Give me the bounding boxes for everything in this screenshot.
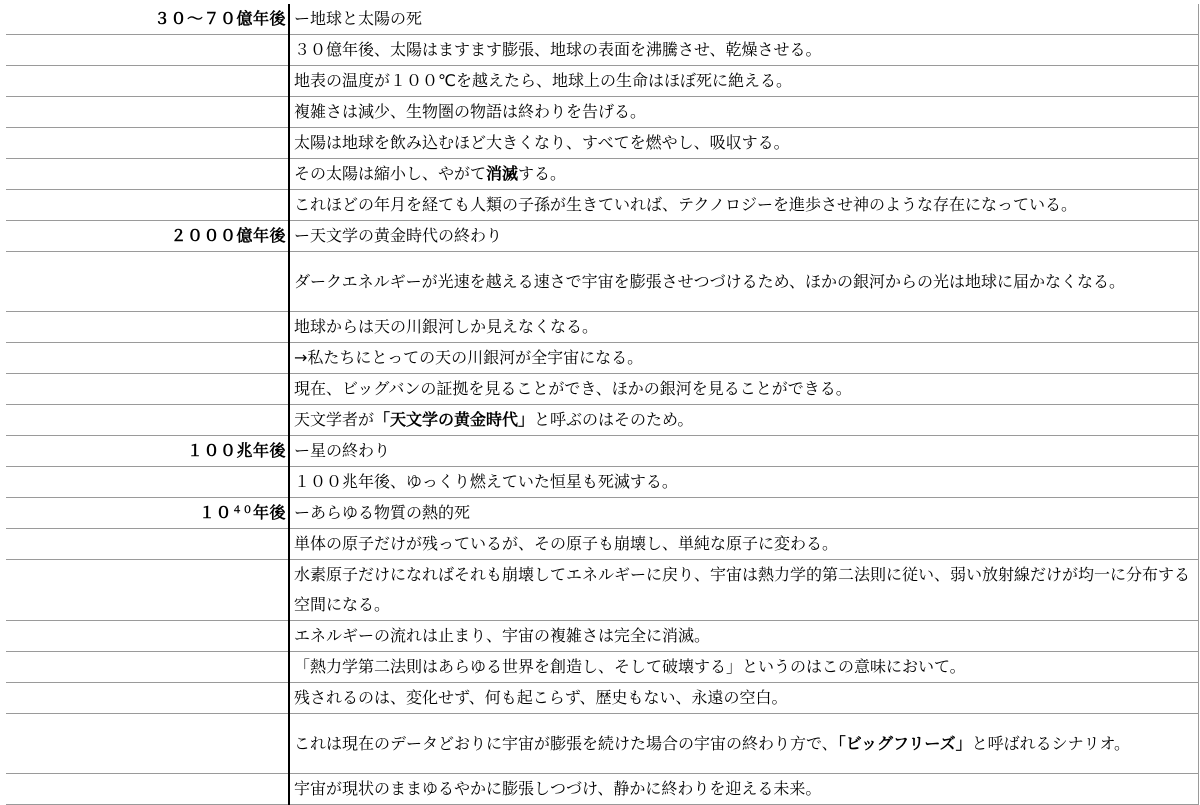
time-cell[interactable] — [6, 714, 289, 774]
description-cell[interactable] — [289, 714, 1198, 774]
description-cell[interactable]: 水素原子だけになればそれも崩壊してエネルギーに戻り、宇宙は熱力学的第二法則に従い、弱い放射線だけが均一に分布する空間になる。 — [289, 560, 1198, 621]
time-cell[interactable] — [6, 66, 289, 97]
time-cell[interactable] — [6, 683, 289, 714]
table-row — [6, 374, 1198, 405]
time-exponent: ４０ — [231, 504, 253, 516]
description-cell[interactable]: 地球からは天の川銀河しか見えなくなる。 — [289, 312, 1198, 343]
time-cell[interactable] — [6, 159, 289, 190]
time-cell[interactable] — [6, 405, 289, 436]
description-cell[interactable] — [289, 405, 1198, 436]
table-row — [6, 159, 1198, 190]
time-cell[interactable] — [6, 560, 289, 621]
table-row — [6, 66, 1198, 97]
description-cell[interactable]: 「熱力学第二法則はあらゆる世界を創造し、そして破壊する」というのはこの意味において。 — [289, 652, 1198, 683]
table-row — [6, 683, 1198, 714]
time-cell[interactable] — [6, 621, 289, 652]
description-cell[interactable]: →私たちにとっての天の川銀河が全宇宙になる。 — [289, 343, 1198, 374]
description-cell[interactable]: ダークエネルギーが光速を越える速さで宇宙を膨張させつづけるため、ほかの銀河からの光は地球に届かなくなる。 — [289, 252, 1198, 312]
time-cell[interactable] — [6, 35, 289, 66]
description-cell[interactable]: エネルギーの流れは止まり、宇宙の複雑さは完全に消滅。 — [289, 621, 1198, 652]
table-row — [6, 621, 1198, 652]
description-cell[interactable]: これほどの年月を経ても人類の子孫が生きていれば、テクノロジーを進歩させ神のような存在になっている。 — [289, 190, 1198, 221]
timeline-table — [6, 4, 1199, 805]
table-row — [6, 35, 1198, 66]
bold-text-run: 消滅 — [486, 164, 519, 183]
table-row — [6, 190, 1198, 221]
description-cell[interactable]: 宇宙が現状のままゆるやかに膨張しつづけ、静かに終わりを迎える未来。 — [289, 774, 1198, 805]
time-suffix: 年後 — [252, 503, 286, 522]
table-row — [6, 312, 1198, 343]
table-row — [6, 4, 1198, 35]
description-cell[interactable]: 複雑さは減少、生物圏の物語は終わりを告げる。 — [289, 97, 1198, 128]
description-cell[interactable]: 太陽は地球を飲み込むほど大きくなり、すべてを燃やし、吸収する。 — [289, 128, 1198, 159]
description-cell[interactable]: 残されるのは、変化せず、何も起こらず、歴史もない、永遠の空白。 — [289, 683, 1198, 714]
table-row — [6, 529, 1198, 560]
time-cell[interactable] — [6, 652, 289, 683]
table-row — [6, 221, 1198, 252]
description-cell[interactable]: ３０億年後、太陽はますます膨張、地球の表面を沸騰させ、乾燥させる。 — [289, 35, 1198, 66]
time-cell[interactable]: ２０００億年後 — [6, 221, 289, 252]
time-cell[interactable] — [6, 312, 289, 343]
description-cell[interactable]: ー星の終わり — [289, 436, 1198, 467]
bold-text-run: 「天文学の黄金時代」 — [374, 410, 535, 429]
time-cell[interactable]: ３０～７０億年後 — [6, 4, 289, 35]
description-cell[interactable]: 地表の温度が１００℃を越えたら、地球上の生命はほぼ死に絶える。 — [289, 66, 1198, 97]
table-row — [6, 714, 1198, 774]
time-cell[interactable] — [6, 97, 289, 128]
text-run: その太陽は縮小し、やがて — [294, 164, 487, 183]
time-cell[interactable] — [6, 128, 289, 159]
description-cell[interactable]: 単体の原子だけが残っているが、その原子も崩壊し、単純な原子に変わる。 — [289, 529, 1198, 560]
text-run: これは現在のデータどおりに宇宙が膨張を続けた場合の宇宙の終わり方で、 — [294, 733, 838, 753]
table-row — [6, 97, 1198, 128]
time-cell[interactable] — [6, 190, 289, 221]
table-row — [6, 128, 1198, 159]
time-cell[interactable] — [6, 467, 289, 498]
description-cell[interactable]: 現在、ビッグバンの証拠を見ることができ、ほかの銀河を見ることができる。 — [289, 374, 1198, 405]
table-row — [6, 436, 1198, 467]
table-row — [6, 560, 1198, 621]
time-cell[interactable] — [6, 498, 289, 529]
table-row — [6, 252, 1198, 312]
time-cell[interactable] — [6, 374, 289, 405]
description-cell[interactable]: ーあらゆる物質の熱的死 — [289, 498, 1198, 529]
table-row — [6, 467, 1198, 498]
description-cell[interactable]: １００兆年後、ゆっくり燃えていた恒星も死滅する。 — [289, 467, 1198, 498]
table-row — [6, 652, 1198, 683]
bold-text-run: 「ビッグフリーズ」 — [837, 733, 972, 753]
time-cell[interactable] — [6, 343, 289, 374]
text-run: と呼ばれるシナリオ。 — [971, 733, 1131, 753]
time-cell[interactable] — [6, 252, 289, 312]
time-cell[interactable] — [6, 529, 289, 560]
table-row — [6, 343, 1198, 374]
table-row — [6, 405, 1198, 436]
text-run: する。 — [518, 164, 567, 183]
description-cell[interactable]: ー天文学の黄金時代の終わり — [289, 221, 1198, 252]
time-base: １０ — [198, 503, 232, 522]
description-cell[interactable] — [289, 159, 1198, 190]
text-run: と呼ぶのはそのため。 — [534, 410, 694, 429]
table-row — [6, 498, 1198, 529]
description-cell[interactable]: ー地球と太陽の死 — [289, 4, 1198, 35]
time-cell[interactable]: １００兆年後 — [6, 436, 289, 467]
text-run: 天文学者が — [294, 410, 375, 429]
